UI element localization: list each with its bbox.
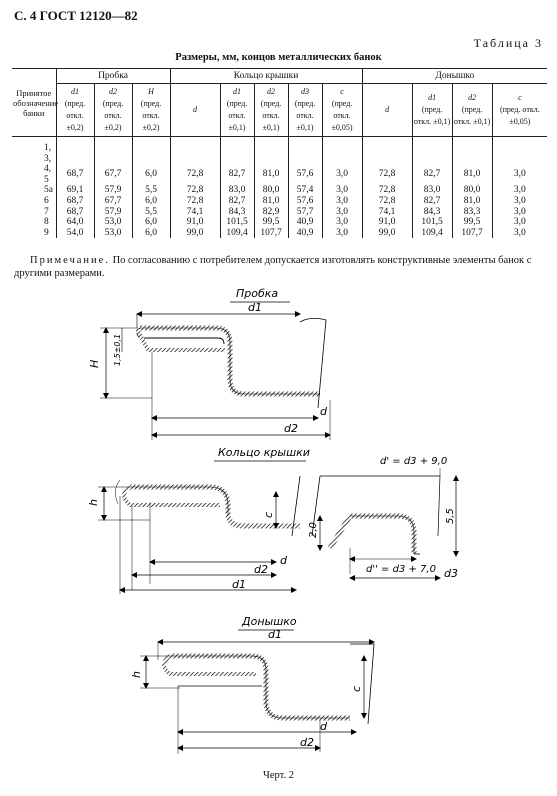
table-cell	[220, 137, 254, 165]
table-cell: 7	[12, 207, 56, 218]
table-cell: 99,0	[170, 228, 220, 239]
koltso-d2: d2	[254, 563, 268, 576]
table-cell: 80,0	[254, 185, 288, 196]
table-cell	[452, 137, 492, 165]
subheader-symbol: c	[340, 87, 344, 96]
table-cell: 57,9	[94, 185, 132, 196]
subheader-cell	[220, 84, 254, 137]
subheader-tolerance: (пред. откл. ±0,2)	[102, 99, 124, 132]
table-row	[12, 207, 547, 218]
table-cell: 57,4	[288, 185, 322, 196]
table-cell: 82,9	[254, 207, 288, 218]
table-cell	[170, 137, 220, 165]
table-cell	[132, 137, 170, 165]
table-cell: 82,7	[220, 196, 254, 207]
table-cell: 69,1	[56, 185, 94, 196]
table-cell: 91,0	[170, 217, 220, 228]
table-cell: 5,5	[132, 185, 170, 196]
donyshko-d2: d2	[300, 736, 314, 749]
table-cell	[94, 137, 132, 165]
subheader-cell	[362, 84, 412, 137]
table-cell: 82,7	[412, 196, 452, 207]
table-cell: 5а	[12, 185, 56, 196]
table-cell: 57,9	[94, 207, 132, 218]
subheader-tolerance: (пред. откл. ±0,1)	[226, 99, 248, 132]
subheader-symbol: H	[148, 87, 154, 96]
probka-thickness: 1,5±0,1	[113, 333, 122, 366]
table-cell	[322, 137, 362, 165]
figure-caption: Черт. 2	[263, 770, 294, 781]
group-header: Пробка	[56, 69, 170, 84]
subheader-symbol: d2	[109, 87, 117, 96]
table-cell: 72,8	[170, 185, 220, 196]
table-cell: 99,5	[254, 217, 288, 228]
probka-d2: d2	[284, 422, 298, 435]
drawing	[0, 280, 557, 770]
table-cell: 64,0	[56, 217, 94, 228]
subheader-tolerance: (пред. откл. ±0,2)	[140, 99, 162, 132]
table-cell: 8	[12, 217, 56, 228]
table-cell: 6,0	[132, 228, 170, 239]
table-cell: 84,3	[220, 207, 254, 218]
donyshko-d: d	[320, 720, 327, 733]
table-cell: 101,5	[412, 217, 452, 228]
table-cell: 83,3	[452, 207, 492, 218]
table-cell: 68,7	[56, 164, 94, 185]
table-cell: 67,7	[94, 164, 132, 185]
table-cell: 74,1	[362, 207, 412, 218]
table-cell: 81,0	[452, 164, 492, 185]
subheader-cell	[452, 84, 492, 137]
table-cell: 81,0	[452, 196, 492, 207]
table-cell: 84,3	[412, 207, 452, 218]
subheader-tolerance: (пред. откл. ±0,2)	[64, 99, 86, 132]
note-label: Примечание.	[30, 255, 110, 266]
subheader-symbol: c	[518, 93, 522, 102]
subheader-symbol: d3	[301, 87, 310, 96]
table-row	[12, 137, 547, 165]
table-row	[12, 228, 547, 239]
table-cell: 57,6	[288, 164, 322, 185]
table-cell: 3,0	[322, 164, 362, 185]
table-cell: 82,7	[220, 164, 254, 185]
note	[14, 254, 546, 280]
subheader-cell	[254, 84, 288, 137]
table-cell: 107,7	[452, 228, 492, 239]
figure-koltso	[87, 446, 458, 594]
donyshko-c: c	[350, 685, 363, 692]
koltso-c: c	[262, 511, 275, 518]
koltso-v20: 2,0	[308, 522, 319, 538]
koltso-d3: d3	[444, 567, 458, 580]
table-cell: 68,7	[56, 207, 94, 218]
donyshko-d1: d1	[268, 628, 282, 641]
table-cell: 3,0	[492, 228, 547, 239]
subheader-symbol: d1	[428, 93, 437, 102]
subheader-tolerance: (пред. откл. ±0,1)	[453, 105, 491, 126]
table-cell	[254, 137, 288, 165]
table-cell: 3,0	[492, 185, 547, 196]
note-text: По согласованию с потребителем допускается изготовлять конструктивные элементы банок с другими размерами.	[14, 255, 532, 279]
table-cell: 3,0	[322, 217, 362, 228]
table-cell: 3,0	[492, 217, 547, 228]
table-cell: 1, 3,	[12, 137, 56, 165]
donyshko-title: Донышко	[242, 615, 297, 628]
table-cell: 99,5	[452, 217, 492, 228]
table-row	[12, 164, 547, 185]
probka-h: H	[88, 359, 101, 368]
figure-probka	[88, 287, 330, 440]
table-row	[12, 185, 547, 196]
donyshko-h: h	[130, 671, 143, 678]
table-cell: 81,0	[254, 196, 288, 207]
subheader-symbol: d2	[468, 93, 477, 102]
subheader-cell	[94, 84, 132, 137]
table-cell: 40,9	[288, 217, 322, 228]
table-cell: 101,5	[220, 217, 254, 228]
table-row	[12, 196, 547, 207]
table-cell	[362, 137, 412, 165]
table-cell: 3,0	[322, 207, 362, 218]
table-cell: 107,7	[254, 228, 288, 239]
table-cell: 99,0	[362, 228, 412, 239]
header-first-col: Принятое обозначение банки	[12, 69, 56, 137]
subheader-symbol: d	[385, 105, 390, 114]
probka-d: d	[320, 405, 327, 418]
table-cell: 57,6	[288, 196, 322, 207]
table-cell: 54,0	[56, 228, 94, 239]
table-cell: 3,0	[492, 207, 547, 218]
table-cell: 3,0	[492, 196, 547, 207]
subheader-tolerance: (пред. откл. ±0,1)	[294, 99, 316, 132]
group-header: Донышко	[362, 69, 547, 84]
table-cell: 3,0	[492, 164, 547, 185]
koltso-h: h	[87, 499, 100, 506]
table-cell: 5,5	[132, 207, 170, 218]
table-number: Таблица 3	[473, 36, 543, 50]
table-cell: 83,0	[220, 185, 254, 196]
table-cell: 83,0	[412, 185, 452, 196]
koltso-title: Кольцо крышки	[218, 446, 310, 459]
subheader-symbol: d1	[233, 87, 242, 96]
table-cell: 72,8	[170, 164, 220, 185]
table-cell: 72,8	[170, 196, 220, 207]
table-cell	[492, 137, 547, 165]
table-cell: 67,7	[94, 196, 132, 207]
subheader-cell	[288, 84, 322, 137]
table-cell: 72,8	[362, 185, 412, 196]
dimensions-table	[12, 68, 547, 238]
subheader-symbol: d	[193, 105, 198, 114]
subheader-cell	[56, 84, 94, 137]
table-cell: 72,8	[362, 164, 412, 185]
koltso-d: d	[280, 554, 287, 567]
koltso-dprime: d' = d3 + 9,0	[380, 456, 448, 467]
subheader-tolerance: (пред. откл. ±0,1)	[413, 105, 451, 126]
table-cell: 80,0	[452, 185, 492, 196]
figure-donyshko	[130, 615, 374, 754]
koltso-v55: 5,5	[445, 508, 456, 524]
subheader-cell	[322, 84, 362, 137]
probka-title: Пробка	[236, 287, 279, 300]
subheader-tolerance: (пред. откл. ±0,05)	[499, 105, 540, 126]
table-cell: 68,7	[56, 196, 94, 207]
table-cell: 6,0	[132, 164, 170, 185]
koltso-d1: d1	[232, 578, 246, 591]
table-cell: 3,0	[322, 196, 362, 207]
table-cell: 53,0	[94, 217, 132, 228]
table-cell: 109,4	[412, 228, 452, 239]
subheader-cell	[412, 84, 452, 137]
subheader-cell	[170, 84, 220, 137]
table-cell: 74,1	[170, 207, 220, 218]
table-cell: 53,0	[94, 228, 132, 239]
table-cell: 91,0	[362, 217, 412, 228]
table-cell: 3,0	[322, 228, 362, 239]
table-cell	[56, 137, 94, 165]
table-cell: 109,4	[220, 228, 254, 239]
table-cell: 82,7	[412, 164, 452, 185]
subheader-cell	[132, 84, 170, 137]
subheader-symbol: d1	[71, 87, 79, 96]
table-cell: 40,9	[288, 228, 322, 239]
table-cell: 9	[12, 228, 56, 239]
table-cell	[288, 137, 322, 165]
subheader-tolerance: (пред. откл. ±0,05)	[331, 99, 353, 132]
table-cell: 4, 5	[12, 164, 56, 185]
koltso-ddprime: d'' = d3 + 7,0	[366, 564, 436, 575]
subheader-symbol: d2	[267, 87, 276, 96]
page-header: С. 4 ГОСТ 12120—82	[14, 8, 138, 23]
table-cell: 57,7	[288, 207, 322, 218]
subheader-cell	[492, 84, 547, 137]
table-caption: Размеры, мм, концов металлических банок	[175, 52, 382, 63]
table-cell: 6,0	[132, 196, 170, 207]
group-header: Кольцо крышки	[170, 69, 362, 84]
table-row	[12, 217, 547, 228]
table-cell	[412, 137, 452, 165]
table-cell: 3,0	[322, 185, 362, 196]
table-cell: 81,0	[254, 164, 288, 185]
subheader-tolerance: (пред. откл. ±0,1)	[260, 99, 282, 132]
table-cell: 6	[12, 196, 56, 207]
probka-d1: d1	[248, 301, 262, 314]
table-cell: 72,8	[362, 196, 412, 207]
table-cell: 6,0	[132, 217, 170, 228]
